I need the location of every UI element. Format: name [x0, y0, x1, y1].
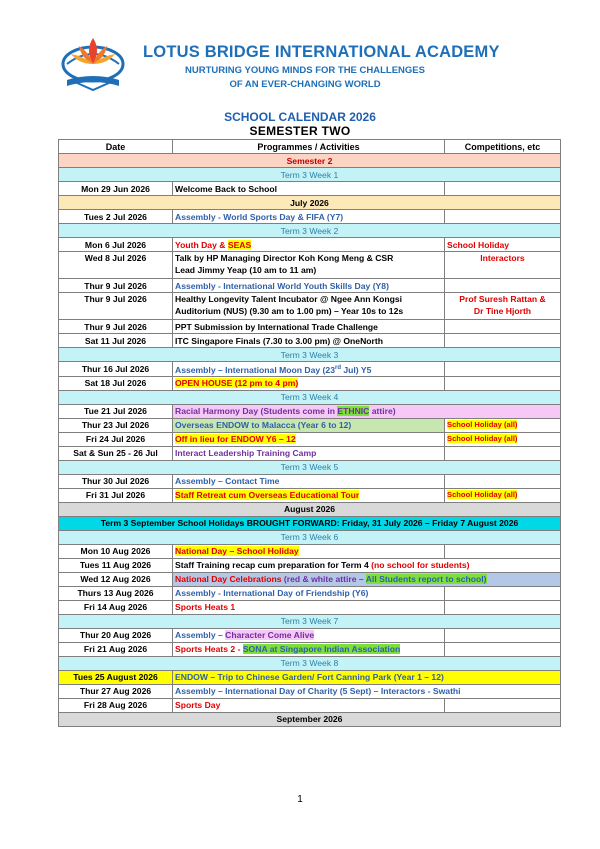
row-date: Thur 9 Jul 2026 [59, 320, 173, 334]
table-row [59, 474, 561, 488]
table-row [59, 293, 561, 320]
table-row [59, 544, 561, 558]
programme-part: Youth Day & [175, 239, 228, 250]
row-date: Fri 31 Jul 2026 [59, 488, 173, 502]
row-competition [445, 600, 561, 614]
row-programme [173, 293, 445, 320]
row-programme [173, 628, 445, 642]
row-programme [173, 252, 445, 279]
row-competition: School Holiday [445, 238, 561, 252]
row-date: Thurs 13 Aug 2026 [59, 586, 173, 600]
programme-part: attire) [369, 406, 396, 417]
row-competition: Interactors [445, 252, 561, 279]
programme-highlight: Staff Retreat cum Overseas Educational Tour [175, 490, 360, 501]
programme-line: Healthy Longevity Talent Incubator @ Ngee Ann Kongsi [175, 294, 403, 304]
school-name: LOTUS BRIDGE INTERNATIONAL ACADEMY [143, 43, 500, 61]
row-programme [173, 238, 445, 252]
row-date: Wed 8 Jul 2026 [59, 252, 173, 279]
table-row [59, 558, 561, 572]
semester-title: SEMESTER TWO [249, 124, 351, 138]
row-programme [173, 404, 561, 418]
term-week-row [59, 460, 561, 474]
motto-line-1: NURTURING YOUNG MINDS FOR THE CHALLENGES [185, 65, 425, 76]
row-programme: Sports Day [173, 698, 445, 712]
programme-highlight: Character Come Alive [225, 630, 315, 641]
row-competition [445, 320, 561, 334]
competition-highlight: School Holiday (all) [447, 420, 518, 430]
programme-highlight: National Day – School Holiday [175, 546, 299, 557]
header-programmes: Programmes / Activities [173, 140, 445, 154]
notice-row [59, 516, 561, 530]
motto-line-2: OF AN EVER-CHANGING WORLD [229, 79, 381, 90]
table-row [59, 628, 561, 642]
header-date: Date [59, 140, 173, 154]
row-competition [445, 293, 561, 320]
table-row [59, 586, 561, 600]
term-week-row [59, 614, 561, 628]
row-date: Thur 30 Jul 2026 [59, 474, 173, 488]
row-date: Thur 27 Aug 2026 [59, 684, 173, 698]
table-row [59, 684, 561, 698]
row-programme: Assembly - International World Youth Skills Day (Y8) [173, 279, 445, 293]
term-week-row [59, 390, 561, 404]
term-week-label: Term 3 Week 7 [59, 614, 561, 628]
programme-part: Sports Heats 2 - [175, 644, 243, 655]
row-programme: Sports Heats 1 [173, 600, 445, 614]
month-row [59, 502, 561, 516]
row-date: Tue 21 Jul 2026 [59, 404, 173, 418]
month-label: August 2026 [59, 502, 561, 516]
school-header [55, 24, 555, 104]
programme-highlight: SEAS [227, 239, 252, 250]
row-competition [445, 376, 561, 390]
table-row [59, 320, 561, 334]
term-week-row [59, 348, 561, 362]
programme-highlight: All Students report to school) [365, 574, 487, 585]
semester-row [59, 154, 561, 168]
competition-line: Prof Suresh Rattan & [459, 294, 546, 304]
row-competition [445, 334, 561, 348]
row-competition [445, 488, 561, 502]
programme-highlight: Off in lieu for ENDOW Y6 – 12 [175, 434, 296, 445]
row-competition [445, 362, 561, 377]
term-week-label: Term 3 Week 6 [59, 530, 561, 544]
row-programme: ENDOW – Trip to Chinese Garden/ Fort Canning Park (Year 1 – 12) [173, 670, 561, 684]
term-week-row [59, 168, 561, 182]
row-programme: Interact Leadership Training Camp [173, 446, 445, 460]
month-row [59, 196, 561, 210]
programme-part: Assembly – International Moon Day (23 [175, 364, 335, 375]
row-date: Sat 18 Jul 2026 [59, 376, 173, 390]
table-row [59, 334, 561, 348]
programme-highlight: SONA at Singapore Indian Association [242, 644, 401, 655]
row-competition [445, 446, 561, 460]
programme-part: Racial Harmony Day (Students come in [175, 406, 338, 417]
programme-superscript: rd [334, 365, 341, 371]
competition-line: Dr Tine Hjorth [473, 306, 532, 316]
row-programme [173, 376, 445, 390]
table-row [59, 182, 561, 196]
row-date: Tues 11 Aug 2026 [59, 558, 173, 572]
row-date: Sat & Sun 25 - 26 Jul [59, 446, 173, 460]
header-competitions: Competitions, etc [445, 140, 561, 154]
row-programme [173, 572, 561, 586]
programme-part: Staff Training recap cum preparation for Term 4 [175, 560, 372, 571]
row-date: Mon 29 Jun 2026 [59, 182, 173, 196]
month-label: September 2026 [59, 712, 561, 726]
programme-part: (red & white attire – [283, 574, 366, 585]
table-row [59, 432, 561, 446]
table-row [59, 210, 561, 224]
row-date: Thur 23 Jul 2026 [59, 418, 173, 432]
row-date: Fri 28 Aug 2026 [59, 698, 173, 712]
page-number: 1 [297, 794, 303, 805]
term-week-label: Term 3 Week 3 [59, 348, 561, 362]
calendar-title: SCHOOL CALENDAR 2026 [224, 110, 376, 124]
programme-part: Jul) Y5 [340, 364, 372, 375]
table-row [59, 376, 561, 390]
row-competition [445, 544, 561, 558]
term-week-label: Term 3 Week 4 [59, 390, 561, 404]
holiday-notice: Term 3 September School Holidays BROUGHT FORWARD: Friday, 31 July 2026 – Friday 7 August 2026 [59, 516, 561, 530]
table-row [59, 572, 561, 586]
table-row [59, 362, 561, 377]
semester-label: Semester 2 [59, 154, 561, 168]
row-competition [445, 642, 561, 656]
term-week-label: Term 3 Week 8 [59, 656, 561, 670]
row-competition [445, 210, 561, 224]
row-date: Fri 21 Aug 2026 [59, 642, 173, 656]
row-date: Thur 20 Aug 2026 [59, 628, 173, 642]
row-date: Sat 11 Jul 2026 [59, 334, 173, 348]
table-header-row [59, 140, 561, 154]
row-date: Wed 12 Aug 2026 [59, 572, 173, 586]
row-date: Mon 10 Aug 2026 [59, 544, 173, 558]
table-row [59, 642, 561, 656]
table-row [59, 488, 561, 502]
programme-part: National Day Celebrations [175, 574, 284, 585]
table-row [59, 670, 561, 684]
programme-highlight: ETHNIC [337, 406, 370, 417]
row-programme [173, 432, 445, 446]
row-competition [445, 432, 561, 446]
row-competition [445, 586, 561, 600]
month-label: July 2026 [59, 196, 561, 210]
table-row [59, 279, 561, 293]
term-week-row [59, 224, 561, 238]
row-programme: PPT Submission by International Trade Challenge [173, 320, 445, 334]
programme-part: (no school for students) [371, 560, 470, 571]
table-row [59, 446, 561, 460]
row-programme [173, 642, 445, 656]
row-programme: ITC Singapore Finals (7.30 to 3.00 pm) @ OneNorth [173, 334, 445, 348]
table-row [59, 238, 561, 252]
term-week-label: Term 3 Week 2 [59, 224, 561, 238]
row-date: Thur 9 Jul 2026 [59, 293, 173, 320]
competition-highlight: School Holiday (all) [447, 434, 518, 444]
row-programme [173, 544, 445, 558]
row-date: Fri 14 Aug 2026 [59, 600, 173, 614]
row-programme: Welcome Back to School [173, 182, 445, 196]
row-programme: Assembly – International Day of Charity (5 Sept) – Interactors - Swathi [173, 684, 561, 698]
programme-highlight: OPEN HOUSE (12 pm to 4 pm) [175, 378, 299, 389]
row-date: Tues 2 Jul 2026 [59, 210, 173, 224]
row-date: Tues 25 August 2026 [59, 670, 173, 684]
programme-line: Lead Jimmy Yeap (10 am to 11 am) [175, 265, 317, 275]
programme-line: Auditorium (NUS) (9.30 am to 1.00 pm) – Year 10s to 12s [175, 306, 404, 316]
row-competition [445, 698, 561, 712]
term-week-label: Term 3 Week 5 [59, 460, 561, 474]
programme-part: Assembly – [175, 630, 226, 641]
row-date: Thur 9 Jul 2026 [59, 279, 173, 293]
row-programme [173, 362, 445, 377]
table-row [59, 698, 561, 712]
table-row [59, 404, 561, 418]
table-row [59, 418, 561, 432]
row-date: Mon 6 Jul 2026 [59, 238, 173, 252]
term-week-label: Term 3 Week 1 [59, 168, 561, 182]
row-programme [173, 488, 445, 502]
table-row [59, 252, 561, 279]
term-week-row [59, 656, 561, 670]
row-date: Fri 24 Jul 2026 [59, 432, 173, 446]
row-programme: Overseas ENDOW to Malacca (Year 6 to 12) [173, 418, 445, 432]
row-date: Thur 16 Jul 2026 [59, 362, 173, 377]
row-competition [445, 418, 561, 432]
row-competition [445, 182, 561, 196]
term-week-row [59, 530, 561, 544]
row-programme [173, 558, 561, 572]
programme-line: Talk by HP Managing Director Koh Kong Meng & CSR [175, 253, 394, 263]
calendar-table [58, 139, 561, 727]
table-row [59, 600, 561, 614]
row-competition [445, 279, 561, 293]
lotus-logo-icon [55, 24, 137, 98]
row-programme: Assembly - World Sports Day & FIFA (Y7) [173, 210, 445, 224]
row-programme: Assembly - International Day of Friendship (Y6) [173, 586, 445, 600]
competition-highlight: School Holiday (all) [447, 490, 518, 500]
row-programme: Assembly – Contact Time [173, 474, 445, 488]
month-row [59, 712, 561, 726]
row-competition [445, 628, 561, 642]
row-competition [445, 474, 561, 488]
